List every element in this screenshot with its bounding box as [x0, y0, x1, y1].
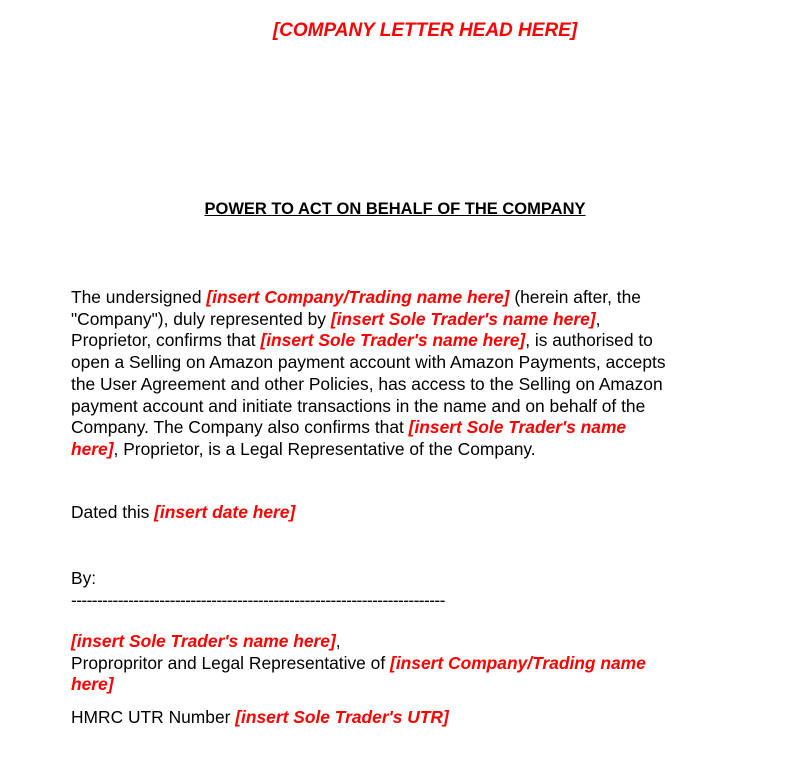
by-label: By:	[71, 568, 97, 588]
sole-trader-name-placeholder: [insert Sole Trader's name here]	[260, 330, 526, 351]
signatory-block	[71, 631, 751, 696]
paragraph-line	[71, 439, 741, 461]
sole-trader-name-placeholder: here]	[71, 438, 114, 459]
sole-trader-name-placeholder: [insert Sole Trader's name here]	[71, 631, 336, 651]
authorization-paragraph	[71, 287, 741, 461]
signature-line: ------------------------------------------------------------------------	[71, 590, 445, 610]
paragraph-line	[71, 417, 741, 439]
date-placeholder: [insert date here]	[154, 502, 296, 522]
paragraph-text: , Proprietor, is a Legal Representative of the Company.	[113, 438, 536, 459]
paragraph-line: the User Agreement and other Policies, has access to the Selling on Amazon	[71, 373, 663, 394]
dated-label: Dated this	[71, 502, 155, 522]
paragraph-text: Company. The Company also confirms that	[71, 417, 409, 438]
dated-line	[71, 502, 295, 523]
paragraph-text: "Company"), duly represented by	[71, 308, 331, 329]
utr-placeholder: [insert Sole Trader's UTR]	[235, 707, 449, 727]
paragraph-text: The undersigned	[71, 287, 207, 307]
document-title: POWER TO ACT ON BEHALF OF THE COMPANY	[204, 200, 586, 218]
company-name-placeholder: [insert Company/Trading name	[390, 652, 646, 673]
paragraph-line	[71, 330, 741, 352]
sole-trader-name-placeholder: [insert Sole Trader's name	[408, 417, 627, 438]
signatory-role: Propropritor and Legal Representative of	[71, 652, 391, 673]
paragraph-text: ,	[595, 308, 601, 329]
signatory-name-line	[71, 631, 751, 653]
paragraph-text: Proprietor, confirms that	[71, 330, 261, 351]
company-name-placeholder: here]	[71, 674, 114, 695]
paragraph-line	[71, 287, 741, 309]
signatory-role-line	[71, 653, 751, 675]
paragraph-line	[71, 309, 741, 331]
company-name-placeholder: [insert Company/Trading name here]	[206, 287, 510, 307]
utr-line	[71, 707, 449, 728]
letterhead-placeholder: [COMPANY LETTER HEAD HERE]	[272, 20, 578, 41]
paragraph-line: payment account and initiate transactions in the name and on behalf of the	[71, 395, 646, 416]
utr-label: HMRC UTR Number	[71, 707, 236, 727]
paragraph-text: (herein after, the	[509, 287, 641, 307]
paragraph-line: open a Selling on Amazon payment account with Amazon Payments, accepts	[71, 352, 666, 373]
signatory-role-line	[71, 674, 751, 696]
paragraph-text: ,	[335, 631, 341, 651]
sole-trader-name-placeholder: [insert Sole Trader's name here]	[330, 308, 596, 329]
paragraph-text: , is authorised to	[525, 330, 653, 351]
